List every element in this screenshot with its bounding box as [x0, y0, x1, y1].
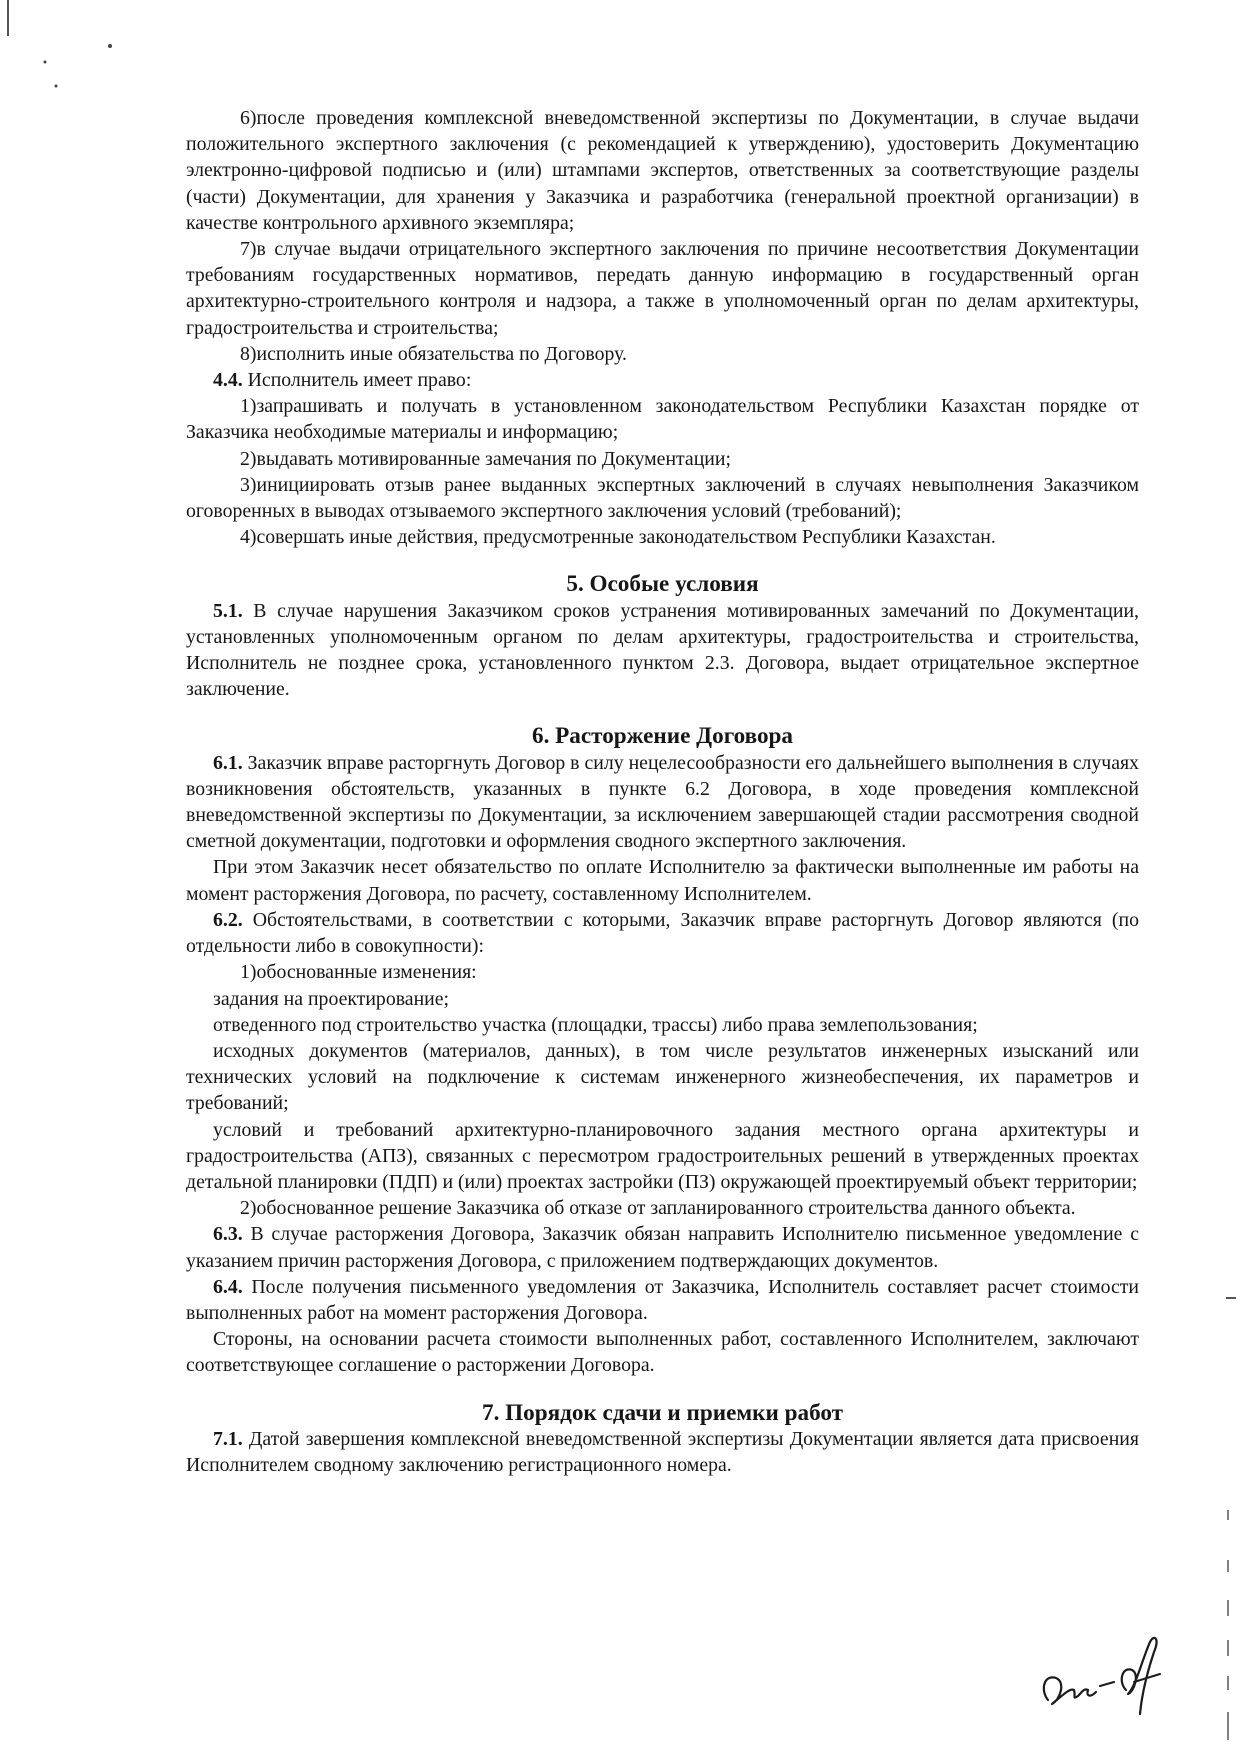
section-heading-7: 7. Порядок сдачи и приемки работ [481, 1399, 843, 1426]
item-number: 7) [240, 238, 257, 261]
clause-number: 6.2. [213, 908, 243, 931]
item-number: 1) [240, 961, 257, 984]
clause-number: 4.4. [213, 369, 243, 392]
handwritten-initials-signature [1030, 1630, 1180, 1720]
clause-text: В случае нарушения Заказчиком сроков устранения мотивированных замечаний по Документации, установленных уполномоченным органом по делам архитектуры, градостроительства и строительства, Исполнитель не позднее срока, установленного пунктом 2.3. Договора, выдает отрицательное экспертное заключение. [186, 599, 1139, 701]
item-text: в случае выдачи отрицательного экспертного заключения по причине несоответствия Документации требованиям государственных нормативов, передать данную информацию в государственный орган архитектурно-строительного контроля и надзора, а также в уполномоченный орган по делам архитектуры, градостроительства и строительства; [186, 238, 1139, 339]
item-number: 3) [240, 473, 257, 496]
list-item [186, 341, 1139, 367]
scan-dust-dot [55, 85, 58, 88]
list-item [186, 236, 1139, 341]
clause-text: В случае расторжения Договора, Заказчик обязан направить Исполнителю письменное уведомление с указанием причин расторжения Договора, с приложением подтверждающих документов. [186, 1223, 1140, 1272]
item-number: 8) [240, 342, 257, 365]
clause-text: Заказчик вправе расторгнуть Договор в силу нецелесообразности его дальнейшего выполнения в случаях возникновения обстоятельств, указанных в пункте 6.2 Договора, в ходе проведения комплексной вневедомственной экспертизы по Документации, за исключением завершающей стадии рассмотрения сводной сметной документации, подготовки и оформления сводного экспертного заключения. [186, 751, 1139, 853]
list-item [186, 446, 1139, 472]
item-text: запрашивать и получать в установленном законодательством Республики Казахстан порядке от Заказчика необходимые материалы и информацию; [186, 395, 1139, 444]
clause-6-3 [186, 1221, 1139, 1273]
clause-5-1 [186, 598, 1139, 703]
item-number: 1) [240, 395, 257, 418]
paragraph: Стороны, на основании расчета стоимости выполненных работ, составленного Исполнителем, заключают соответствующее соглашение о расторжении Договора. [186, 1328, 1139, 1377]
clause-text: Датой завершения комплексной вневедомственной экспертизы Документации является дата присвоения Исполнителем сводному заключению регистрационного номера. [186, 1427, 1139, 1476]
clause-text: Обстоятельствами, в соответствии с которыми, Заказчик вправе расторгнуть Договор являются (по отдельности либо в совокупности): [186, 908, 1139, 958]
clause-4-4 [186, 367, 1139, 393]
item-text: обоснованное решение Заказчика об отказе от запланированного строительства данного объекта. [256, 1197, 1076, 1220]
document-body [186, 105, 1139, 1478]
list-item [186, 105, 1139, 236]
sub-item: отведенного под строительство участка (площадки, трассы) либо права землепользования; [213, 1013, 978, 1036]
list-item [186, 472, 1139, 524]
item-text: исполнить иные обязательства по Договору. [256, 342, 627, 365]
paragraph: При этом Заказчик несет обязательство по оплате Исполнителю за фактически выполненные им работы на момент расторжения Договора, по расчету, составленному Исполнителем. [186, 856, 1139, 905]
clause-6-2 [186, 907, 1139, 959]
clause-text: После получения письменного уведомления от Заказчика, Исполнитель составляет расчет стоимости выполненных работ на момент расторжения Договора. [186, 1275, 1139, 1324]
item-text: выдавать мотивированные замечания по Документации; [256, 447, 731, 470]
clause-number: 6.1. [213, 751, 243, 774]
item-text: совершать иные действия, предусмотренные законодательством Республики Казахстан. [256, 526, 996, 549]
list-item [186, 959, 1139, 985]
scan-dust-dot [108, 44, 112, 48]
scan-dust-dot [44, 61, 47, 64]
clause-number: 5.1. [213, 599, 243, 622]
clause-6-4 [186, 1274, 1139, 1326]
section-heading-6: 6. Расторжение Договора [531, 723, 794, 750]
section-heading-5: 5. Особые условия [566, 571, 759, 598]
list-item [186, 1195, 1139, 1221]
clause-number: 6.4. [213, 1275, 243, 1298]
clause-6-1 [186, 750, 1139, 855]
item-number: 4) [240, 526, 257, 549]
item-text: обоснованные изменения: [256, 961, 477, 984]
clause-number: 7.1. [213, 1427, 243, 1450]
sub-item: условий и требований архитектурно-планировочного задания местного органа архитектуры и градостроительства (АПЗ), связанных с пересмотром градостроительных решений в утвержденных проектах детальной планировки (ПДП) и (или) проектах застройки (ПЗ) окружающей проектируемый объект территории; [186, 1118, 1139, 1193]
clause-7-1 [186, 1426, 1139, 1478]
sub-item: задания на проектирование; [213, 987, 450, 1010]
item-number: 2) [240, 1197, 257, 1220]
item-number: 2) [240, 447, 257, 470]
item-number: 6) [240, 107, 257, 129]
item-text: инициировать отзыв ранее выданных экспертных заключений в случаях невыполнения Заказчиком оговоренных в выводах отзываемого экспертного заключения условий (требований); [186, 473, 1139, 523]
list-item [186, 393, 1139, 445]
item-text: после проведения комплексной вневедомственной экспертизы по Документации, в случае выдачи положительного экспертного заключения (с рекомендацией к утверждению), удостоверить Документацию электронно-цифровой подписью и (или) штампами экспертов, ответственных за соответствующие разделы (части) Документации, для хранения у Заказчика и разработчика (генеральной проектной организации) в качестве контрольного архивного экземпляра; [186, 107, 1139, 234]
sub-item: исходных документов (материалов, данных), в том числе результатов инженерных изысканий или технических условий на подключение к системам инженерного жизнеобеспечения, их параметров и требований; [186, 1039, 1139, 1115]
list-item [186, 524, 1139, 550]
clause-number: 6.3. [213, 1223, 243, 1246]
clause-text: Исполнитель имеет право: [247, 369, 472, 392]
